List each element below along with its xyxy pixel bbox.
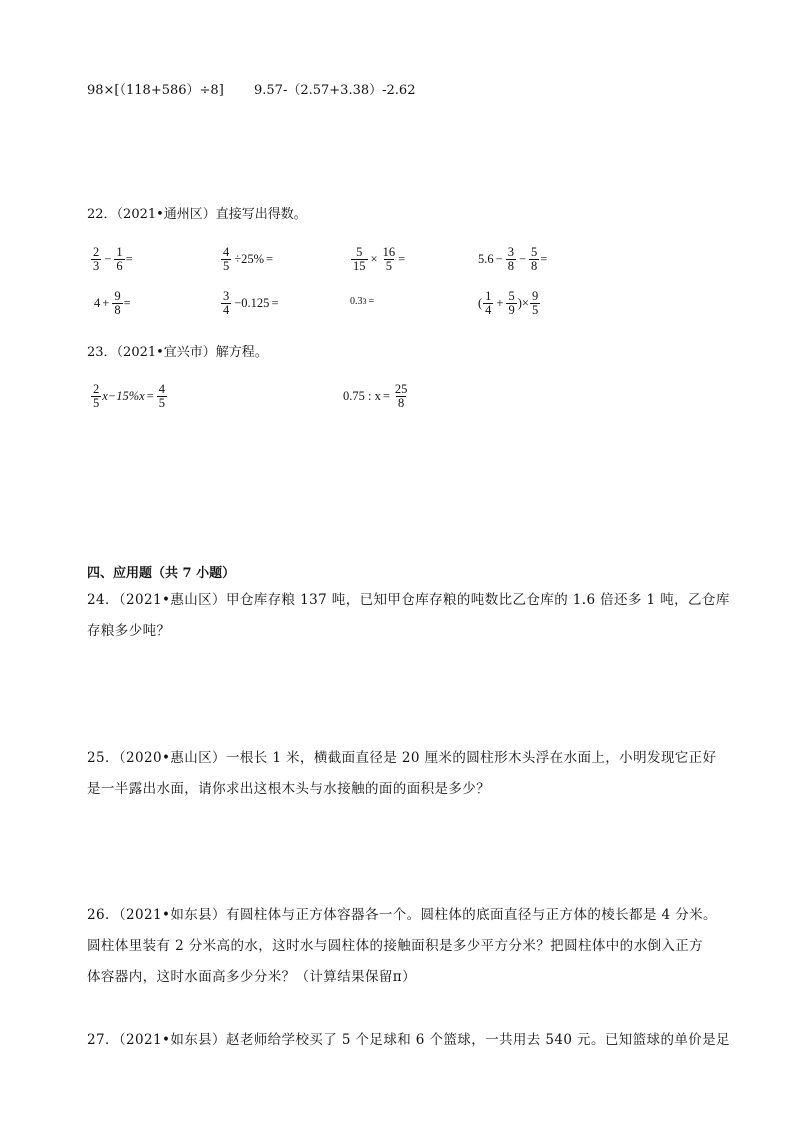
- q22-title: 22．（2021•通州区）直接写出得数。: [87, 207, 307, 222]
- q22-item-g: 0.3 3 =: [350, 296, 375, 307]
- q24-line-2: 存粮多少吨？: [87, 623, 171, 639]
- q22-item-f: $\frac{3}{4}$ −0.125 =: [223, 289, 279, 317]
- q25-line-2: 是一半露出水面，请你求出这根木头与水接触的面的面积是多少？: [87, 781, 491, 797]
- q26-line-2: 圆柱体里装有 2 分米高的水，这时水与圆柱体的接触面积是多少平方分米？把圆柱体中的水倒入正方: [87, 938, 704, 954]
- q21-expression-2: 9.57-（2.57+3.38）-2.62: [254, 83, 416, 98]
- q25-line-1: 25．（2020•惠山区）一根长 1 米，横截面直径是 20 厘米的圆柱形木头浮在水面上，小明发现它正好: [87, 750, 717, 766]
- q21-expression-1: 98×[（118+586）÷8]: [87, 83, 224, 98]
- q23-equation-1: $\frac{2}{5}$ x−15%x = $\frac{4}{5}$: [93, 382, 166, 410]
- q26-line-1: 26．（2021•如东县）有圆柱体与正方体容器各一个。圆柱体的底面直径与正方体的棱长都是 4 分米。: [87, 907, 717, 923]
- q23-title: 23．（2021•宜兴市）解方程。: [87, 345, 268, 360]
- q22-item-c: $\frac{5}{15}$ × $\frac{16}{5}$ =: [353, 245, 406, 273]
- q27-line-1: 27．（2021•如东县）赵老师给学校买了 5 个足球和 6 个篮球，一共用去 540 元。已知篮球的单价是足: [87, 1032, 730, 1048]
- q22-item-h: ( $\frac{1}{4}$ + $\frac{5}{9}$ )× $\frac{9}{5}$: [478, 289, 539, 317]
- q22-item-e: 4 + $\frac{9}{8}$ =: [94, 289, 131, 317]
- section-4-heading: 四、应用题（共 7 小题）: [87, 566, 236, 581]
- q24-line-1: 24．（2021•惠山区）甲仓库存粮 137 吨，已知甲仓库存粮的吨数比乙仓库的 1.6 倍还多 1 吨，乙仓库: [87, 592, 730, 608]
- q23-equation-2: 0.75 : x = $\frac{25}{8}$: [343, 382, 408, 410]
- q22-item-a: $\frac{2}{3}$ − $\frac{1}{6}$ =: [93, 245, 133, 273]
- q22-item-d: 5.6 − $\frac{3}{8}$ − $\frac{5}{8}$ =: [478, 245, 548, 273]
- q22-item-b: $\frac{4}{5}$ ÷25% =: [223, 245, 274, 273]
- q26-line-3: 体容器内，这时水面高多少分米？（计算结果保留π）: [87, 969, 416, 985]
